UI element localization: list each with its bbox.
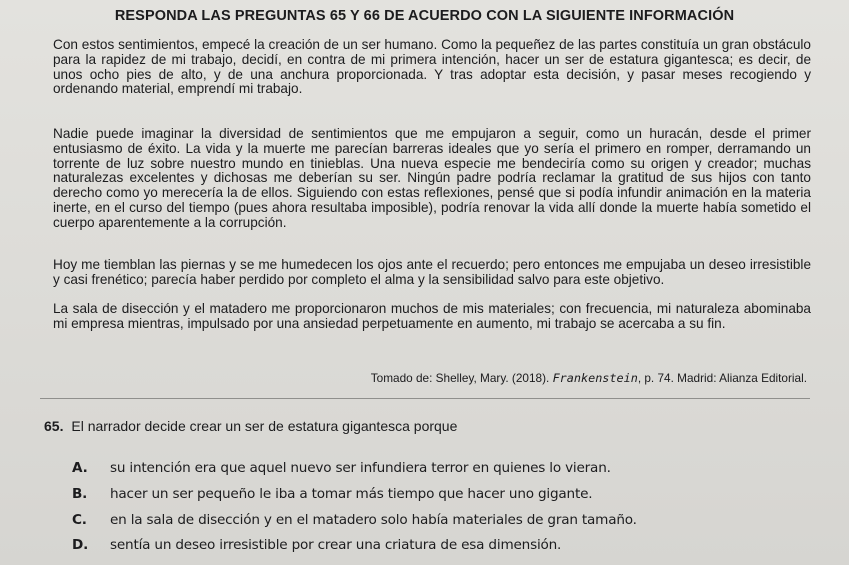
answer-option-a[interactable] (72, 460, 611, 476)
option-text: sentía un deseo irresistible por crear una criatura de esa dimensión. (110, 537, 562, 553)
answer-option-d[interactable] (72, 537, 561, 553)
question-number: 65. (44, 418, 64, 434)
option-letter: D. (72, 537, 89, 553)
passage-paragraph-3: Hoy me tiemblan las piernas y se me humedecen los ojos ante el recuerdo; pero entonces me empujaba un deseo irresistible y casi frenético; parecía haber perdido por completo el alma y la sensibilidad salvo para este objetivo. (53, 257, 811, 287)
answer-option-b[interactable] (72, 486, 592, 502)
option-letter: A. (72, 460, 88, 476)
instructions-heading: RESPONDA LAS PREGUNTAS 65 Y 66 DE ACUERDO CON LA SIGUIENTE INFORMACIÓN (114, 8, 735, 24)
option-letter: C. (72, 512, 87, 528)
source-prefix: Tomado de: Shelley, Mary. (2018). (370, 371, 553, 385)
source-suffix: , p. 74. Madrid: Alianza Editorial. (637, 371, 807, 385)
option-text: su intención era que aquel nuevo ser infundiera terror en quienes lo vieran. (110, 460, 611, 476)
source-book-title: Frankenstein (552, 371, 638, 385)
source-citation (371, 371, 807, 385)
passage-paragraph-4: La sala de disección y el matadero me proporcionaron muchos de mis materiales; con frecuencia, mi naturaleza abominaba mi empresa mientras, impulsado por una ansiedad perpetuamente en aumento, mi trabajo se acercaba a su fin. (53, 301, 811, 331)
option-letter: B. (72, 486, 88, 502)
option-text: hacer un ser pequeño le iba a tomar más tiempo que hacer uno gigante. (110, 486, 593, 502)
answer-option-c[interactable] (72, 512, 637, 528)
passage-paragraph-2: Nadie puede imaginar la diversidad de sentimientos que me empujaron a seguir, como un huracán, desde el primer entusiasmo de éxito. La vida y la muerte me parecían barreras ideales que yo sería el primero en romper, derramando un torrente de luz sobre nuestro mundo en tinieblas. Una nueva especie me bendeciría como su origen y creador; muchas naturalezas excelentes y dichosas me deberían su ser. Ningún padre podría reclamar la gratitud de sus hijos con tanto derecho como yo merecería la de ellos. Siguiendo con estas reflexiones, pensé que si podía infundir animación en la materia inerte, en el curso del tiempo (pues ahora resultaba imposible), podría renovar la vida allí donde la muerte había sometido el cuerpo aparentemente a la corrupción. (53, 126, 811, 230)
section-divider (40, 398, 810, 399)
question-text: El narrador decide crear un ser de estatura gigantesca porque (71, 418, 458, 434)
passage-paragraph-1: Con estos sentimientos, empecé la creación de un ser humano. Como la pequeñez de las partes constituía un gran obstáculo para la rapidez de mi trabajo, decidí, en contra de mi primera intención, hacer un ser de estatura gigantesca; es decir, de unos ocho pies de alto, y de una anchura proporcionada. Y tras adoptar esta decisión, y pasar meses recogiendo y ordenando material, emprendí mi trabajo. (53, 37, 811, 97)
question-stem (44, 418, 457, 434)
option-text: en la sala de disección y en el matadero solo había materiales de gran tamaño. (110, 512, 637, 528)
